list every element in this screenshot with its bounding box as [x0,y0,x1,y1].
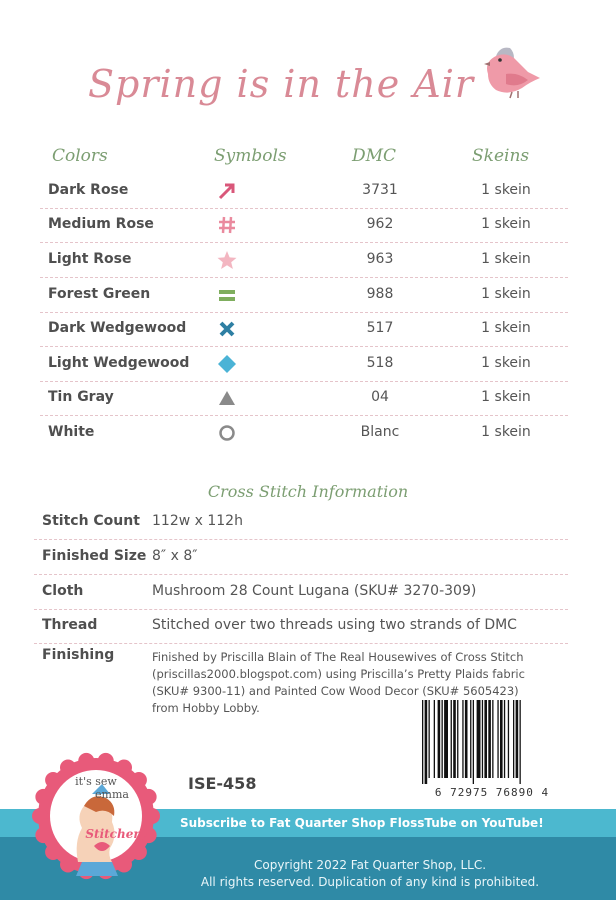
scallop [35,827,51,843]
barcode-bar [477,700,481,778]
info-row-finished-size [34,542,568,575]
barcode-bar [434,700,435,778]
info-row-cloth [34,577,568,610]
barcode-bar [457,700,458,778]
barcode-bar [482,700,483,778]
info-heading: Cross Stitch Information [207,482,409,501]
barcode-bar [429,700,430,778]
scallop [116,760,132,776]
dmc-number: 988 [366,286,394,302]
barcode-bar [516,700,519,778]
copyright-text [150,857,590,891]
color-row [40,347,568,382]
barcode-bar [492,700,493,778]
header-skeins: Skeins [472,146,530,166]
info-value: Mushroom 28 Count Lugana (SKU# 3270-309) [152,583,477,599]
bird-icon [478,44,544,100]
barcode-bar [484,700,487,778]
finishing-text: Finished by Priscilla Blain of The Real Housewives of Cross Stitch (priscillas2000.blogspot.com) using Priscilla’s Pretty Plaids fabric (SKU# 9300-11) and Painted Cow Wood Decor (SKU# 5605423) from Hobby Lobby. [152,650,525,715]
dmc-number: 3731 [362,182,398,198]
barcode-bar [465,700,468,778]
skein-count: 1 skein [481,216,531,232]
color-row [40,381,568,416]
scallop [60,760,76,776]
color-row [40,416,568,450]
barcode-bar [470,700,471,778]
x-icon [216,318,238,340]
barcode-bar [500,700,503,778]
skein-count: 1 skein [481,251,531,267]
skein-count: 1 skein [481,320,531,336]
star-icon [216,249,238,271]
scallop [131,772,147,788]
dmc-number: 04 [371,389,389,405]
logo-line-3: Stitchery [85,827,147,841]
scallop [98,753,114,769]
color-row [40,243,568,278]
barcode-bar [497,700,498,778]
barcode-bar [451,700,452,778]
dmc-number: 518 [366,355,394,371]
barcode-bar [425,700,428,784]
scallop [45,772,61,788]
info-value: Stitched over two threads using two strands of DMC [152,617,517,633]
barcode-bar [488,700,491,778]
color-name: Tin Gray [48,389,114,405]
scallop [131,844,147,860]
scallop [78,753,94,769]
color-name: Light Rose [48,251,132,267]
barcode-bar [508,700,509,778]
barcode-bar [513,700,514,778]
barcode-bar [444,700,448,778]
logo-line-2: emma [95,788,129,801]
barcode-bar [453,700,456,778]
barcode-bar [422,700,423,784]
header-dmc: DMC [352,146,397,166]
skein-count: 1 skein [481,286,531,302]
scallop [35,789,51,805]
scallop [60,856,76,872]
dmc-number: 962 [366,216,394,232]
barcode-bar [438,700,441,778]
barcode [412,700,572,802]
scallop [32,808,48,824]
banner-text: Subscribe to Fat Quarter Shop FlossTube on YouTube! [180,816,544,830]
logo-line-1: it's sew [75,775,117,788]
header-symbols: Symbols [214,146,287,166]
color-name: Forest Green [48,286,151,302]
skein-count: 1 skein [481,389,531,405]
info-value: 8″ x 8″ [152,548,198,564]
info-row-thread [34,611,568,644]
color-name: Dark Wedgewood [48,320,187,336]
color-row [40,278,568,313]
color-name: White [48,424,95,440]
copyright-line-2: All rights reserved. Duplication of any kind is prohibited. [200,875,540,889]
triangle-icon [216,387,238,409]
header-colors: Colors [52,146,108,166]
barcode-bar [473,700,474,784]
info-label: Cloth [42,583,84,599]
dmc-number: Blanc [360,424,400,440]
color-name: Light Wedgewood [48,355,190,371]
diamond-icon [216,353,238,375]
skein-count: 1 skein [481,355,531,371]
color-row [40,174,568,209]
info-label: Finished Size [42,548,147,564]
circle-icon [216,422,238,444]
barcode-bar [504,700,505,778]
scallop [141,789,157,805]
color-name: Dark Rose [48,182,129,198]
color-row [40,312,568,347]
scallop [144,808,160,824]
its-sew-emma-logo [32,752,160,884]
sku-label: ISE-458 [188,774,257,793]
color-name: Medium Rose [48,216,154,232]
info-value: 112w x 112h [152,513,243,529]
scallop [116,856,132,872]
color-row [40,208,568,243]
equals-icon [216,284,238,306]
barcode-bar [442,700,443,778]
dmc-number: 517 [366,320,394,336]
scallop [45,844,61,860]
arrow-icon [216,180,238,202]
barcode-bars [420,700,564,784]
barcode-bar [520,700,521,784]
copyright-line-1: Copyright 2022 Fat Quarter Shop, LLC. [253,858,487,872]
info-label: Stitch Count [42,513,140,529]
skein-count: 1 skein [481,424,531,440]
info-label: Thread [42,617,98,633]
dmc-number: 963 [366,251,394,267]
barcode-bar [462,700,463,778]
pattern-title: Spring is in the Air [88,62,475,106]
hash-icon [216,214,238,236]
barcode-number: 6 72975 76890 4 [434,786,550,799]
info-label: Finishing [42,647,115,663]
skein-count: 1 skein [481,182,531,198]
info-row-stitch-count [34,507,568,540]
